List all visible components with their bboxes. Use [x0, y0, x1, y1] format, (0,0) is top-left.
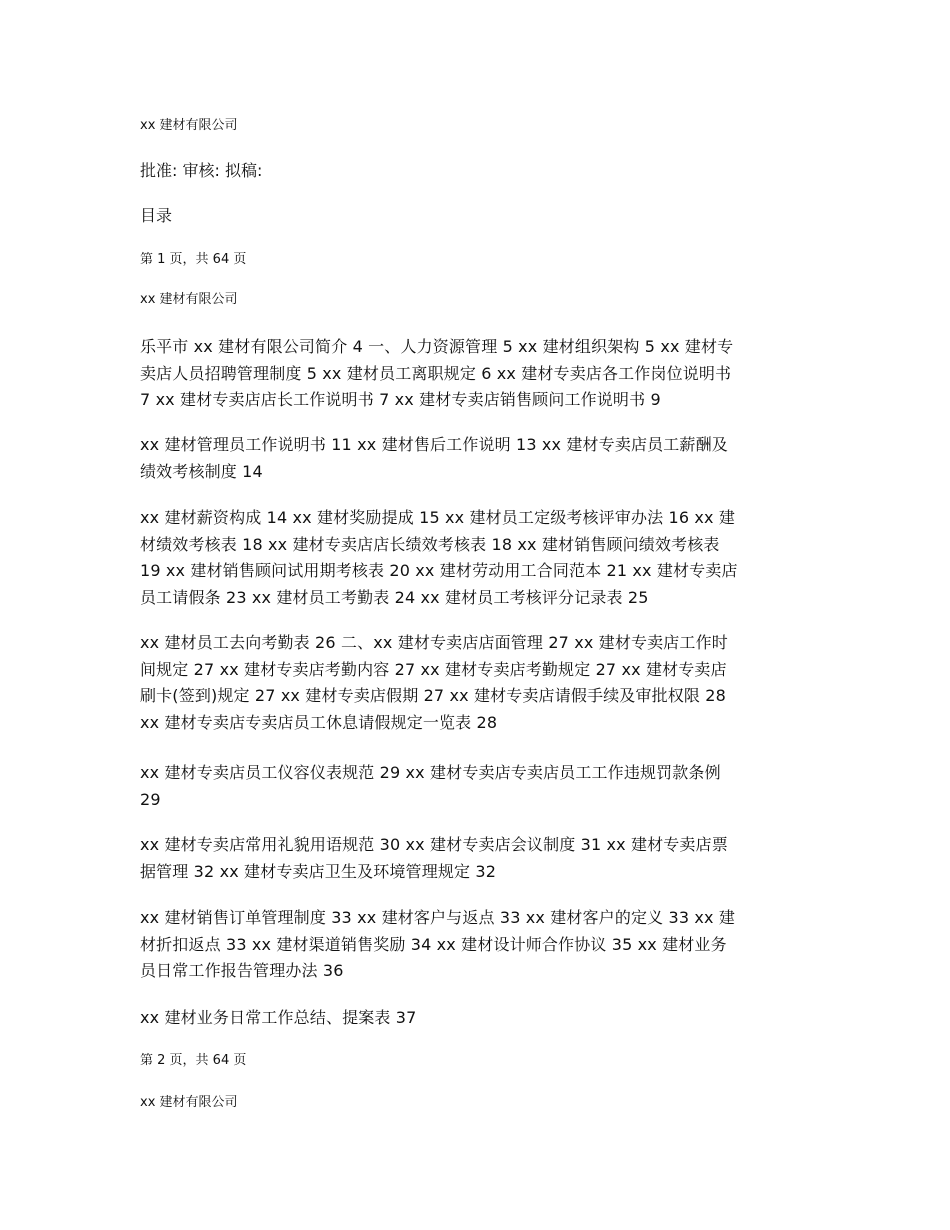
company-header: xx 建材有限公司 — [140, 292, 238, 307]
toc-line: 材折扣返点 33 xx 建材渠道销售奖励 34 xx 建材设计师合作协议 35 xx 建材业务 — [140, 934, 727, 954]
toc-line: 乐平市 xx 建材有限公司简介 4 一、人力资源管理 5 xx 建材组织架构 5 xx 建材专 — [140, 337, 734, 356]
toc-line: 据管理 32 xx 建材专卖店卫生及环境管理规定 32 — [140, 861, 497, 881]
toc-line: xx 建材销售订单管理制度 33 xx 建材客户与返点 33 xx 建材客户的定义 33 xx 建 — [140, 908, 736, 927]
approval-line: 批准: 审核: 拟稿: — [140, 161, 263, 180]
toc-line: xx 建材管理员工作说明书 11 xx 建材售后工作说明 13 xx 建材专卖店员工薪酬及 — [140, 435, 728, 454]
toc-line: 29 — [140, 789, 161, 809]
toc-paragraph — [140, 1005, 812, 1032]
toc-line: xx 建材薪资构成 14 xx 建材奖励提成 15 xx 建材员工定级考核评审办法 16 xx 建 — [140, 508, 736, 527]
toc-paragraph — [140, 334, 812, 414]
toc-paragraph — [140, 505, 812, 611]
page-footer: 第 2 页，共 64 页 — [140, 1053, 247, 1068]
toc-line: 刷卡(签到)规定 27 xx 建材专卖店假期 27 xx 建材专卖店请假手续及审批权限 28 — [140, 686, 726, 705]
toc-line: xx 建材员工去向考勤表 26 二、xx 建材专卖店店面管理 27 xx 建材专卖店工作时 — [140, 633, 728, 652]
toc-line: 材绩效考核表 18 xx 建材专卖店店长绩效考核表 18 xx 建材销售顾问绩效考核表 — [140, 534, 720, 554]
toc-line: xx 建材专卖店员工仪容仪表规范 29 xx 建材专卖店专卖店员工工作违规罚款条例 — [140, 763, 721, 782]
toc-line: 19 xx 建材销售顾问试用期考核表 20 xx 建材劳动用工合同范本 21 xx 建材专卖店 — [140, 561, 738, 580]
toc-line: 7 xx 建材专卖店店长工作说明书 7 xx 建材专卖店销售顾问工作说明书 9 — [140, 390, 661, 409]
company-header: xx 建材有限公司 — [140, 1095, 238, 1110]
toc-line: xx 建材专卖店专卖店员工休息请假规定一览表 28 — [140, 712, 498, 732]
company-header: xx 建材有限公司 — [140, 118, 238, 133]
toc-line: 员工请假条 23 xx 建材员工考勤表 24 xx 建材员工考核评分记录表 25 — [140, 587, 649, 607]
toc-paragraph — [140, 760, 812, 813]
toc-paragraph — [140, 630, 812, 736]
toc-line: 间规定 27 xx 建材专卖店考勤内容 27 xx 建材专卖店考勤规定 27 xx 建材专卖店 — [140, 659, 727, 679]
toc-line: 员日常工作报告管理办法 36 — [140, 961, 344, 980]
toc-line: 绩效考核制度 14 — [140, 461, 263, 481]
toc-title: 目录 — [140, 206, 173, 225]
toc-paragraph — [140, 905, 812, 985]
page-footer: 第 1 页，共 64 页 — [140, 252, 247, 267]
toc-line: xx 建材业务日常工作总结、提案表 37 — [140, 1008, 417, 1027]
toc-paragraph — [140, 432, 812, 485]
toc-line: xx 建材专卖店常用礼貌用语规范 30 xx 建材专卖店会议制度 31 xx 建材专卖店票 — [140, 835, 728, 854]
toc-paragraph — [140, 832, 812, 885]
toc-line: 卖店人员招聘管理制度 5 xx 建材员工离职规定 6 xx 建材专卖店各工作岗位说明书 — [140, 363, 732, 383]
